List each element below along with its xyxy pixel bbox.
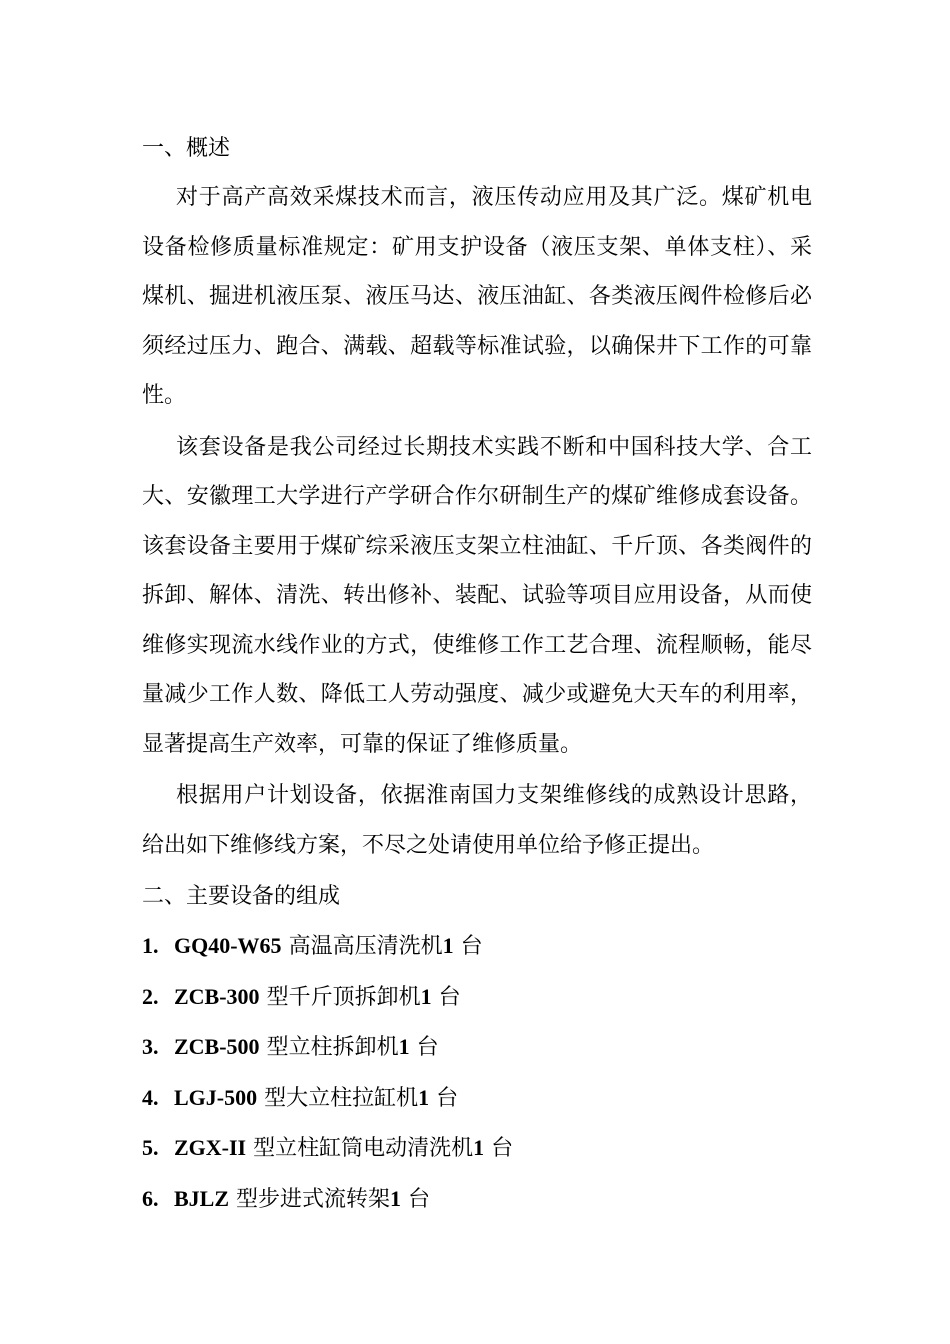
item-number: 4. <box>142 1084 159 1110</box>
item-qty: 1 <box>442 933 454 958</box>
item-desc: 高温高压清洗机 <box>288 934 443 959</box>
list-item <box>142 1174 812 1225</box>
paragraph: 该套设备是我公司经过长期技术实践不断和中国科技大学、合工大、安徽理工大学进行产学研合作尔研制生产的煤矿维修成套设备。该套设备主要用于煤矿综采液压支架立柱油缸、千斤顶、各类阀件的拆卸、解体、清洗、转出修补、装配、试验等项目应用设备，从而使维修实现流水线作业的方式，使维修工作工艺合理、流程顺畅，能尽量减少工作人数、降低工人劳动强度、减少或避免大天车的利用率，显著提高生产效率，可靠的保证了维修质量。 <box>142 434 812 757</box>
paragraph: 对于高产高效采煤技术而言，液压传动应用及其广泛。煤矿机电设备检修质量标准规定：矿用支护设备（液压支架、单体支柱）、采煤机、掘进机液压泵、液压马达、液压油缸、各类液压阀件检修后必须经过压力、跑合、满载、超载等标准试验，以确保井下工作的可靠性。 <box>142 185 812 408</box>
item-desc: 型千斤顶拆卸机 <box>266 984 421 1010</box>
section-heading-equipment: 二、主要设备的组成 <box>142 884 341 909</box>
list-item <box>142 921 812 972</box>
equipment-list <box>142 921 812 1225</box>
item-model: LGJ-500 <box>174 1084 258 1110</box>
item-number: 5. <box>142 1135 159 1161</box>
item-qty: 1 <box>420 983 432 1009</box>
item-model: ZGX-II <box>174 1135 247 1161</box>
list-item <box>142 1123 812 1174</box>
item-number: 1. <box>142 933 159 958</box>
document-page <box>142 124 812 1225</box>
item-desc: 型大立柱拉缸机 <box>264 1085 419 1111</box>
item-number: 2. <box>142 983 159 1009</box>
item-desc: 型立柱缸筒电动清洗机 <box>253 1136 474 1162</box>
item-number: 6. <box>142 1185 159 1211</box>
item-qty: 1 <box>398 1034 410 1060</box>
item-unit: 台 <box>416 1035 439 1061</box>
item-model: ZCB-500 <box>174 1034 260 1060</box>
item-unit: 台 <box>408 1186 431 1212</box>
item-qty: 1 <box>390 1185 402 1211</box>
item-unit: 台 <box>460 934 483 959</box>
list-item <box>142 972 812 1023</box>
item-qty: 1 <box>473 1135 485 1161</box>
section-heading-overview: 一、概述 <box>142 136 231 161</box>
item-unit: 台 <box>491 1136 514 1162</box>
item-unit: 台 <box>436 1085 459 1111</box>
list-item <box>142 1022 812 1073</box>
item-model: BJLZ <box>174 1185 230 1211</box>
item-unit: 台 <box>438 984 461 1010</box>
item-qty: 1 <box>418 1084 430 1110</box>
list-item <box>142 1073 812 1124</box>
item-desc: 型立柱拆卸机 <box>266 1035 399 1061</box>
item-desc: 型步进式流转架 <box>236 1186 391 1212</box>
item-model: ZCB-300 <box>174 983 260 1009</box>
paragraph: 根据用户计划设备，依据淮南国力支架维修线的成熟设计思路，给出如下维修线方案，不尽之处请使用单位给予修正提出。 <box>142 783 812 858</box>
item-model: GQ40-W65 <box>174 933 282 958</box>
item-number: 3. <box>142 1034 159 1060</box>
